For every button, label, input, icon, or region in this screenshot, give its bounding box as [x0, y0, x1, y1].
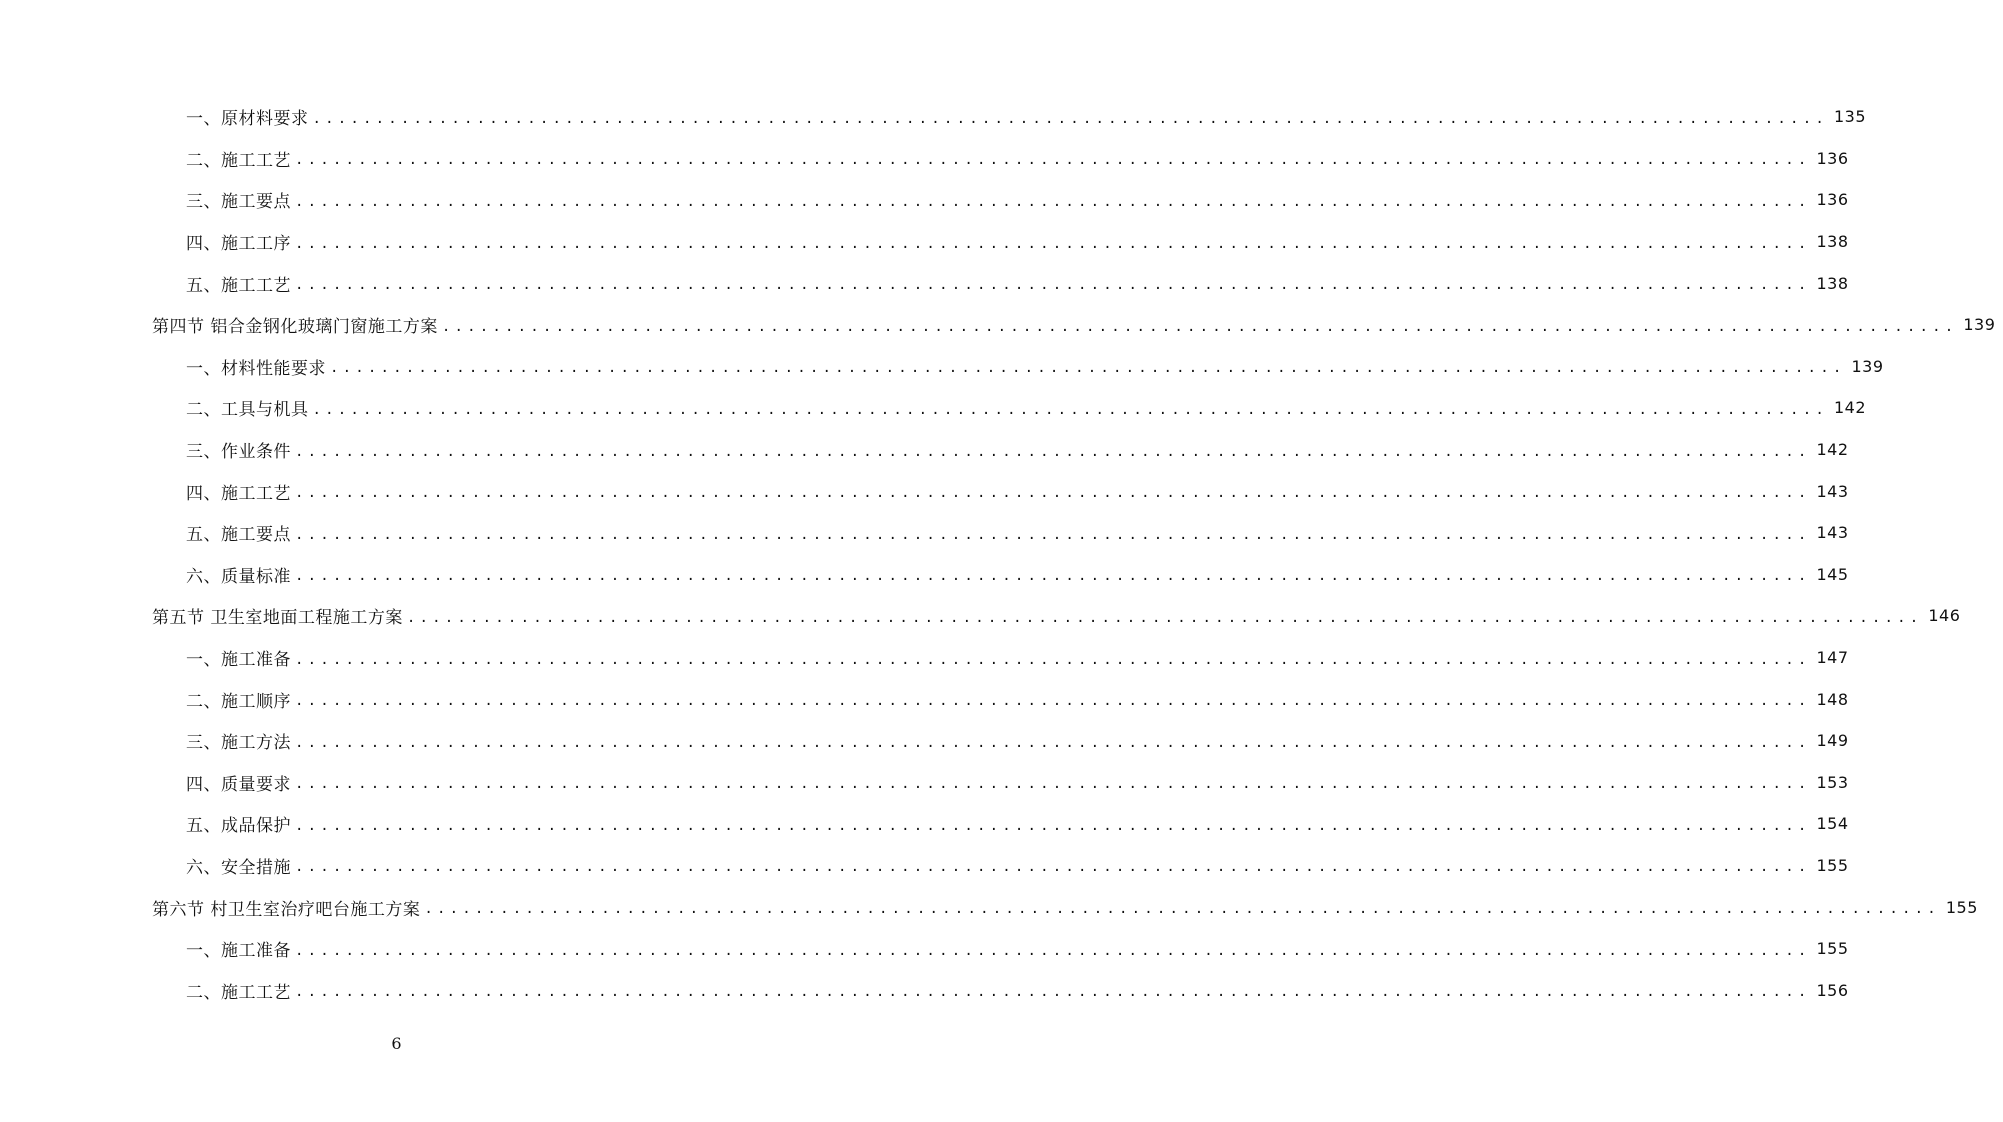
- toc-subsection-entry[interactable]: [0, 429, 1849, 471]
- toc-dot-leader: ........................................................................................................................: [295, 734, 1811, 751]
- toc-dot-leader: ........................................................................................................................: [295, 443, 1811, 460]
- toc-entry-title: 五、施工要点: [186, 525, 291, 546]
- toc-entry-page-number: 147: [1816, 648, 1849, 668]
- toc-entry-title: 六、质量标准: [186, 566, 291, 587]
- toc-dot-leader: ........................................................................................................................: [295, 651, 1811, 668]
- toc-subsection-entry[interactable]: [0, 969, 1849, 1011]
- toc-entry-page-number: 153: [1816, 772, 1849, 792]
- toc-entry-title: 三、作业条件: [186, 442, 291, 463]
- toc-entry-page-number: 154: [1816, 814, 1849, 834]
- toc-dot-leader: ........................................................................................................................: [295, 485, 1811, 502]
- toc-subsection-entry[interactable]: [0, 470, 1849, 512]
- toc-entry-title: 五、施工工艺: [186, 275, 291, 296]
- toc-subsection-entry[interactable]: [0, 762, 1849, 804]
- toc-dot-leader: ........................................................................................................................: [295, 817, 1811, 834]
- toc-dot-leader: ........................................................................................................................: [295, 776, 1811, 793]
- toc-dot-leader: ........................................................................................................................: [312, 110, 1828, 127]
- toc-subsection-entry[interactable]: [0, 512, 1849, 554]
- toc-entry-title: 六、安全措施: [186, 857, 291, 878]
- toc-entry-page-number: 155: [1816, 855, 1849, 875]
- toc-entry-title: 第五节 卫生室地面工程施工方案: [152, 608, 403, 629]
- toc-entry-page-number: 143: [1816, 523, 1849, 543]
- toc-dot-leader: ........................................................................................................................: [295, 152, 1811, 169]
- toc-entry-title: 二、施工工艺: [186, 150, 291, 171]
- toc-entry-title: 二、工具与机具: [186, 400, 309, 421]
- toc-entry-title: 一、施工准备: [186, 650, 291, 671]
- toc-subsection-entry[interactable]: [0, 221, 1849, 263]
- toc-dot-leader: ........................................................................................................................: [295, 942, 1811, 959]
- toc-subsection-entry[interactable]: [0, 678, 1849, 720]
- toc-section-entry[interactable]: [0, 886, 1978, 928]
- toc-entry-page-number: 136: [1816, 148, 1849, 168]
- toc-dot-leader: ........................................................................................................................: [295, 235, 1811, 252]
- toc-entry-page-number: 136: [1816, 190, 1849, 210]
- toc-subsection-entry[interactable]: [0, 803, 1849, 845]
- toc-entry-title: 一、施工准备: [186, 941, 291, 962]
- toc-entry-title: 四、施工工序: [186, 234, 291, 255]
- toc-dot-leader: ........................................................................................................................: [295, 277, 1811, 294]
- page-number: 6: [391, 1034, 402, 1053]
- toc-entry-page-number: 142: [1816, 440, 1849, 460]
- toc-entry-page-number: 155: [1816, 939, 1849, 959]
- toc-entry-title: 一、材料性能要求: [186, 358, 326, 379]
- toc-subsection-entry[interactable]: [0, 179, 1849, 221]
- toc-subsection-entry[interactable]: [0, 346, 1884, 388]
- toc-entry-title: 五、成品保护: [186, 816, 291, 837]
- toc-subsection-entry[interactable]: [0, 262, 1849, 304]
- toc-entry-page-number: 138: [1816, 273, 1849, 293]
- toc-subsection-entry[interactable]: [0, 96, 1866, 138]
- toc-entry-page-number: 139: [1851, 356, 1884, 376]
- toc-entry-title: 二、施工工艺: [186, 982, 291, 1003]
- toc-dot-leader: ........................................................................................................................: [330, 360, 1846, 377]
- toc-entry-title: 三、施工要点: [186, 192, 291, 213]
- toc-dot-leader: ........................................................................................................................: [424, 901, 1940, 918]
- toc-subsection-entry[interactable]: [0, 845, 1849, 887]
- toc-section-entry[interactable]: [0, 595, 1961, 637]
- toc-dot-leader: ........................................................................................................................: [312, 401, 1828, 418]
- toc-entry-page-number: 146: [1928, 606, 1961, 626]
- toc-dot-leader: ........................................................................................................................: [295, 693, 1811, 710]
- toc-dot-leader: ........................................................................................................................: [295, 859, 1811, 876]
- toc-subsection-entry[interactable]: [0, 720, 1849, 762]
- toc-subsection-entry[interactable]: [0, 554, 1849, 596]
- toc-entry-page-number: 148: [1816, 689, 1849, 709]
- toc-section-entry[interactable]: [0, 304, 1996, 346]
- toc-entry-title: 四、施工工艺: [186, 483, 291, 504]
- toc-entry-title: 第四节 铝合金钢化玻璃门窗施工方案: [152, 317, 438, 338]
- table-of-contents: [0, 96, 1996, 1011]
- toc-dot-leader: ........................................................................................................................: [406, 609, 1923, 626]
- toc-entry-title: 四、质量要求: [186, 774, 291, 795]
- toc-entry-title: 一、原材料要求: [186, 109, 309, 130]
- toc-entry-page-number: 149: [1816, 731, 1849, 751]
- toc-entry-page-number: 143: [1816, 481, 1849, 501]
- toc-dot-leader: ........................................................................................................................: [441, 318, 1958, 335]
- toc-entry-page-number: 142: [1833, 398, 1866, 418]
- toc-subsection-entry[interactable]: [0, 387, 1866, 429]
- toc-entry-page-number: 145: [1816, 564, 1849, 584]
- toc-entry-page-number: 138: [1816, 232, 1849, 252]
- toc-dot-leader: ........................................................................................................................: [295, 193, 1811, 210]
- toc-dot-leader: ........................................................................................................................: [295, 568, 1811, 585]
- toc-entry-title: 第六节 村卫生室治疗吧台施工方案: [152, 899, 421, 920]
- toc-entry-page-number: 155: [1945, 897, 1978, 917]
- toc-entry-title: 三、施工方法: [186, 733, 291, 754]
- toc-subsection-entry[interactable]: [0, 928, 1849, 970]
- toc-dot-leader: ........................................................................................................................: [295, 526, 1811, 543]
- toc-dot-leader: ........................................................................................................................: [295, 984, 1811, 1001]
- toc-entry-page-number: 139: [1963, 315, 1996, 335]
- toc-entry-page-number: 135: [1833, 107, 1866, 127]
- toc-entry-page-number: 156: [1816, 980, 1849, 1000]
- toc-subsection-entry[interactable]: [0, 637, 1849, 679]
- toc-entry-title: 二、施工顺序: [186, 691, 291, 712]
- toc-subsection-entry[interactable]: [0, 138, 1849, 180]
